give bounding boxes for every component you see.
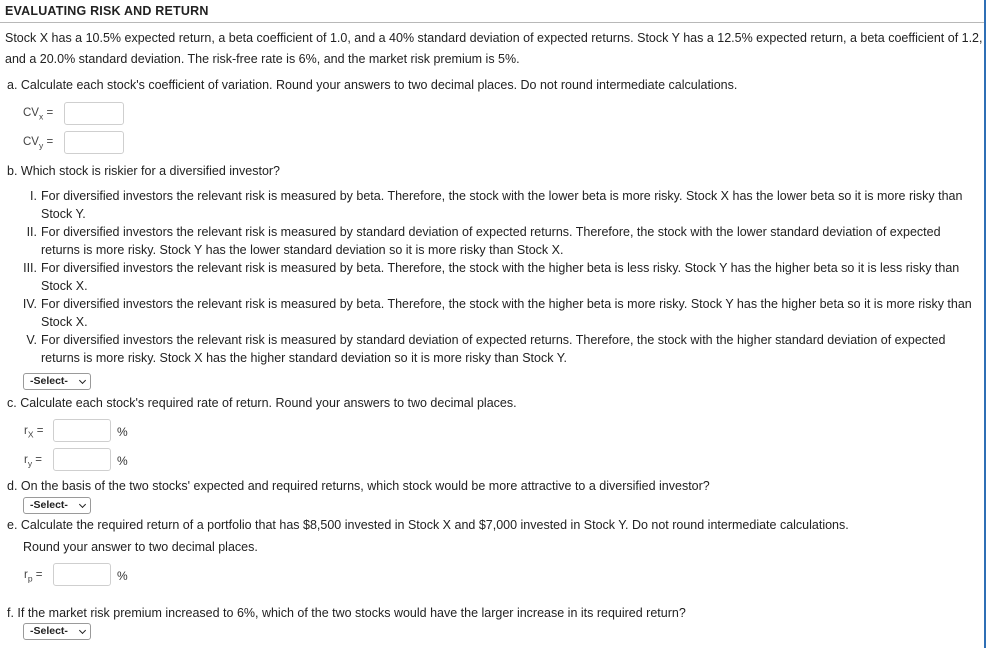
option-iv	[0, 295, 984, 331]
chevron-down-icon	[79, 501, 86, 508]
part-d-select[interactable]: -Select-	[23, 497, 91, 514]
option-text: For diversified investors the relevant risk is measured by beta. Therefore, the stock with the higher beta is less risky. Stock Y has the higher beta so it is less risky than Stock X.	[41, 261, 960, 293]
option-number: II.	[26, 225, 37, 239]
cvx-input[interactable]	[64, 102, 124, 125]
option-v	[0, 331, 984, 367]
option-number: III.	[23, 261, 37, 275]
ry-label: $r_y$ =	[24, 454, 43, 469]
title-divider	[0, 22, 984, 23]
ry-input[interactable]	[53, 448, 111, 471]
page-title: EVALUATING RISK AND RETURN	[5, 4, 209, 18]
option-text: For diversified investors the relevant risk is measured by beta. Therefore, the stock with the higher beta is more risky. Stock Y has the higher beta so it is more risky than Stock X.	[41, 297, 972, 329]
part-b-question: b. Which stock is riskier for a diversified investor?	[7, 164, 281, 178]
option-iii	[0, 259, 984, 295]
rx-label: $r_X$ =	[24, 425, 44, 440]
part-c-question: c. Calculate each stock's required rate of return. Round your answers to two decimal places.	[7, 396, 517, 410]
ry-unit: %	[117, 454, 128, 468]
cvy-input[interactable]	[64, 131, 124, 154]
part-f-question: f. If the market risk premium increased to 6%, which of the two stocks would have the larger increase in its required return?	[7, 606, 686, 620]
rx-input[interactable]	[53, 419, 111, 442]
chevron-down-icon	[79, 627, 86, 634]
option-i	[0, 187, 984, 223]
part-a-question: a. Calculate each stock's coefficient of variation. Round your answers to two decimal places. Do not round intermediate calculations.	[7, 78, 738, 92]
chevron-down-icon	[79, 377, 86, 384]
rp-input[interactable]	[53, 563, 111, 586]
rp-label: $r_p$ =	[24, 569, 43, 584]
rx-unit: %	[117, 425, 128, 439]
option-text: For diversified investors the relevant risk is measured by standard deviation of expected returns. Therefore, the stock with the higher standard deviation of expected returns is more risky. Stock X has the higher standard deviation so it is more risky than Stock Y.	[41, 333, 946, 365]
option-text: For diversified investors the relevant risk is measured by standard deviation of expected returns. Therefore, the stock with the lower standard deviation of expected returns is more risky. Stock Y has the lower standard deviation so it is more risky than Stock X.	[41, 225, 941, 257]
cvy-label: $CV_y$ =	[23, 136, 54, 151]
part-b-select[interactable]: -Select-	[23, 373, 91, 390]
problem-statement: Stock X has a 10.5% expected return, a beta coefficient of 1.0, and a 40% standard deviation of expected returns. Stock Y has a 12.5% expected return, a beta coefficient of 1.2, and a 20.0% standard deviation. The risk-free rate is 6%, and the market risk premium is 5%.	[5, 31, 983, 66]
part-e-question: e. Calculate the required return of a portfolio that has $8,500 invested in Stock X and $7,000 invested in Stock Y. Do not round intermediate calculations.	[7, 518, 849, 532]
part-f-select[interactable]: -Select-	[23, 623, 91, 640]
option-text: For diversified investors the relevant risk is measured by beta. Therefore, the stock with the lower beta is more risky. Stock X has the lower beta so it is more risky than Stock Y.	[41, 189, 963, 221]
rp-unit: %	[117, 569, 128, 583]
option-number: V.	[26, 333, 37, 347]
part-e-question-cont: Round your answer to two decimal places.	[23, 540, 258, 554]
cvx-label: $CV_x$ =	[23, 107, 54, 122]
option-ii	[0, 223, 984, 259]
option-number: IV.	[22, 297, 37, 311]
option-number: I.	[30, 189, 37, 203]
part-d-question: d. On the basis of the two stocks' expected and required returns, which stock would be more attractive to a diversified investor?	[7, 479, 710, 493]
